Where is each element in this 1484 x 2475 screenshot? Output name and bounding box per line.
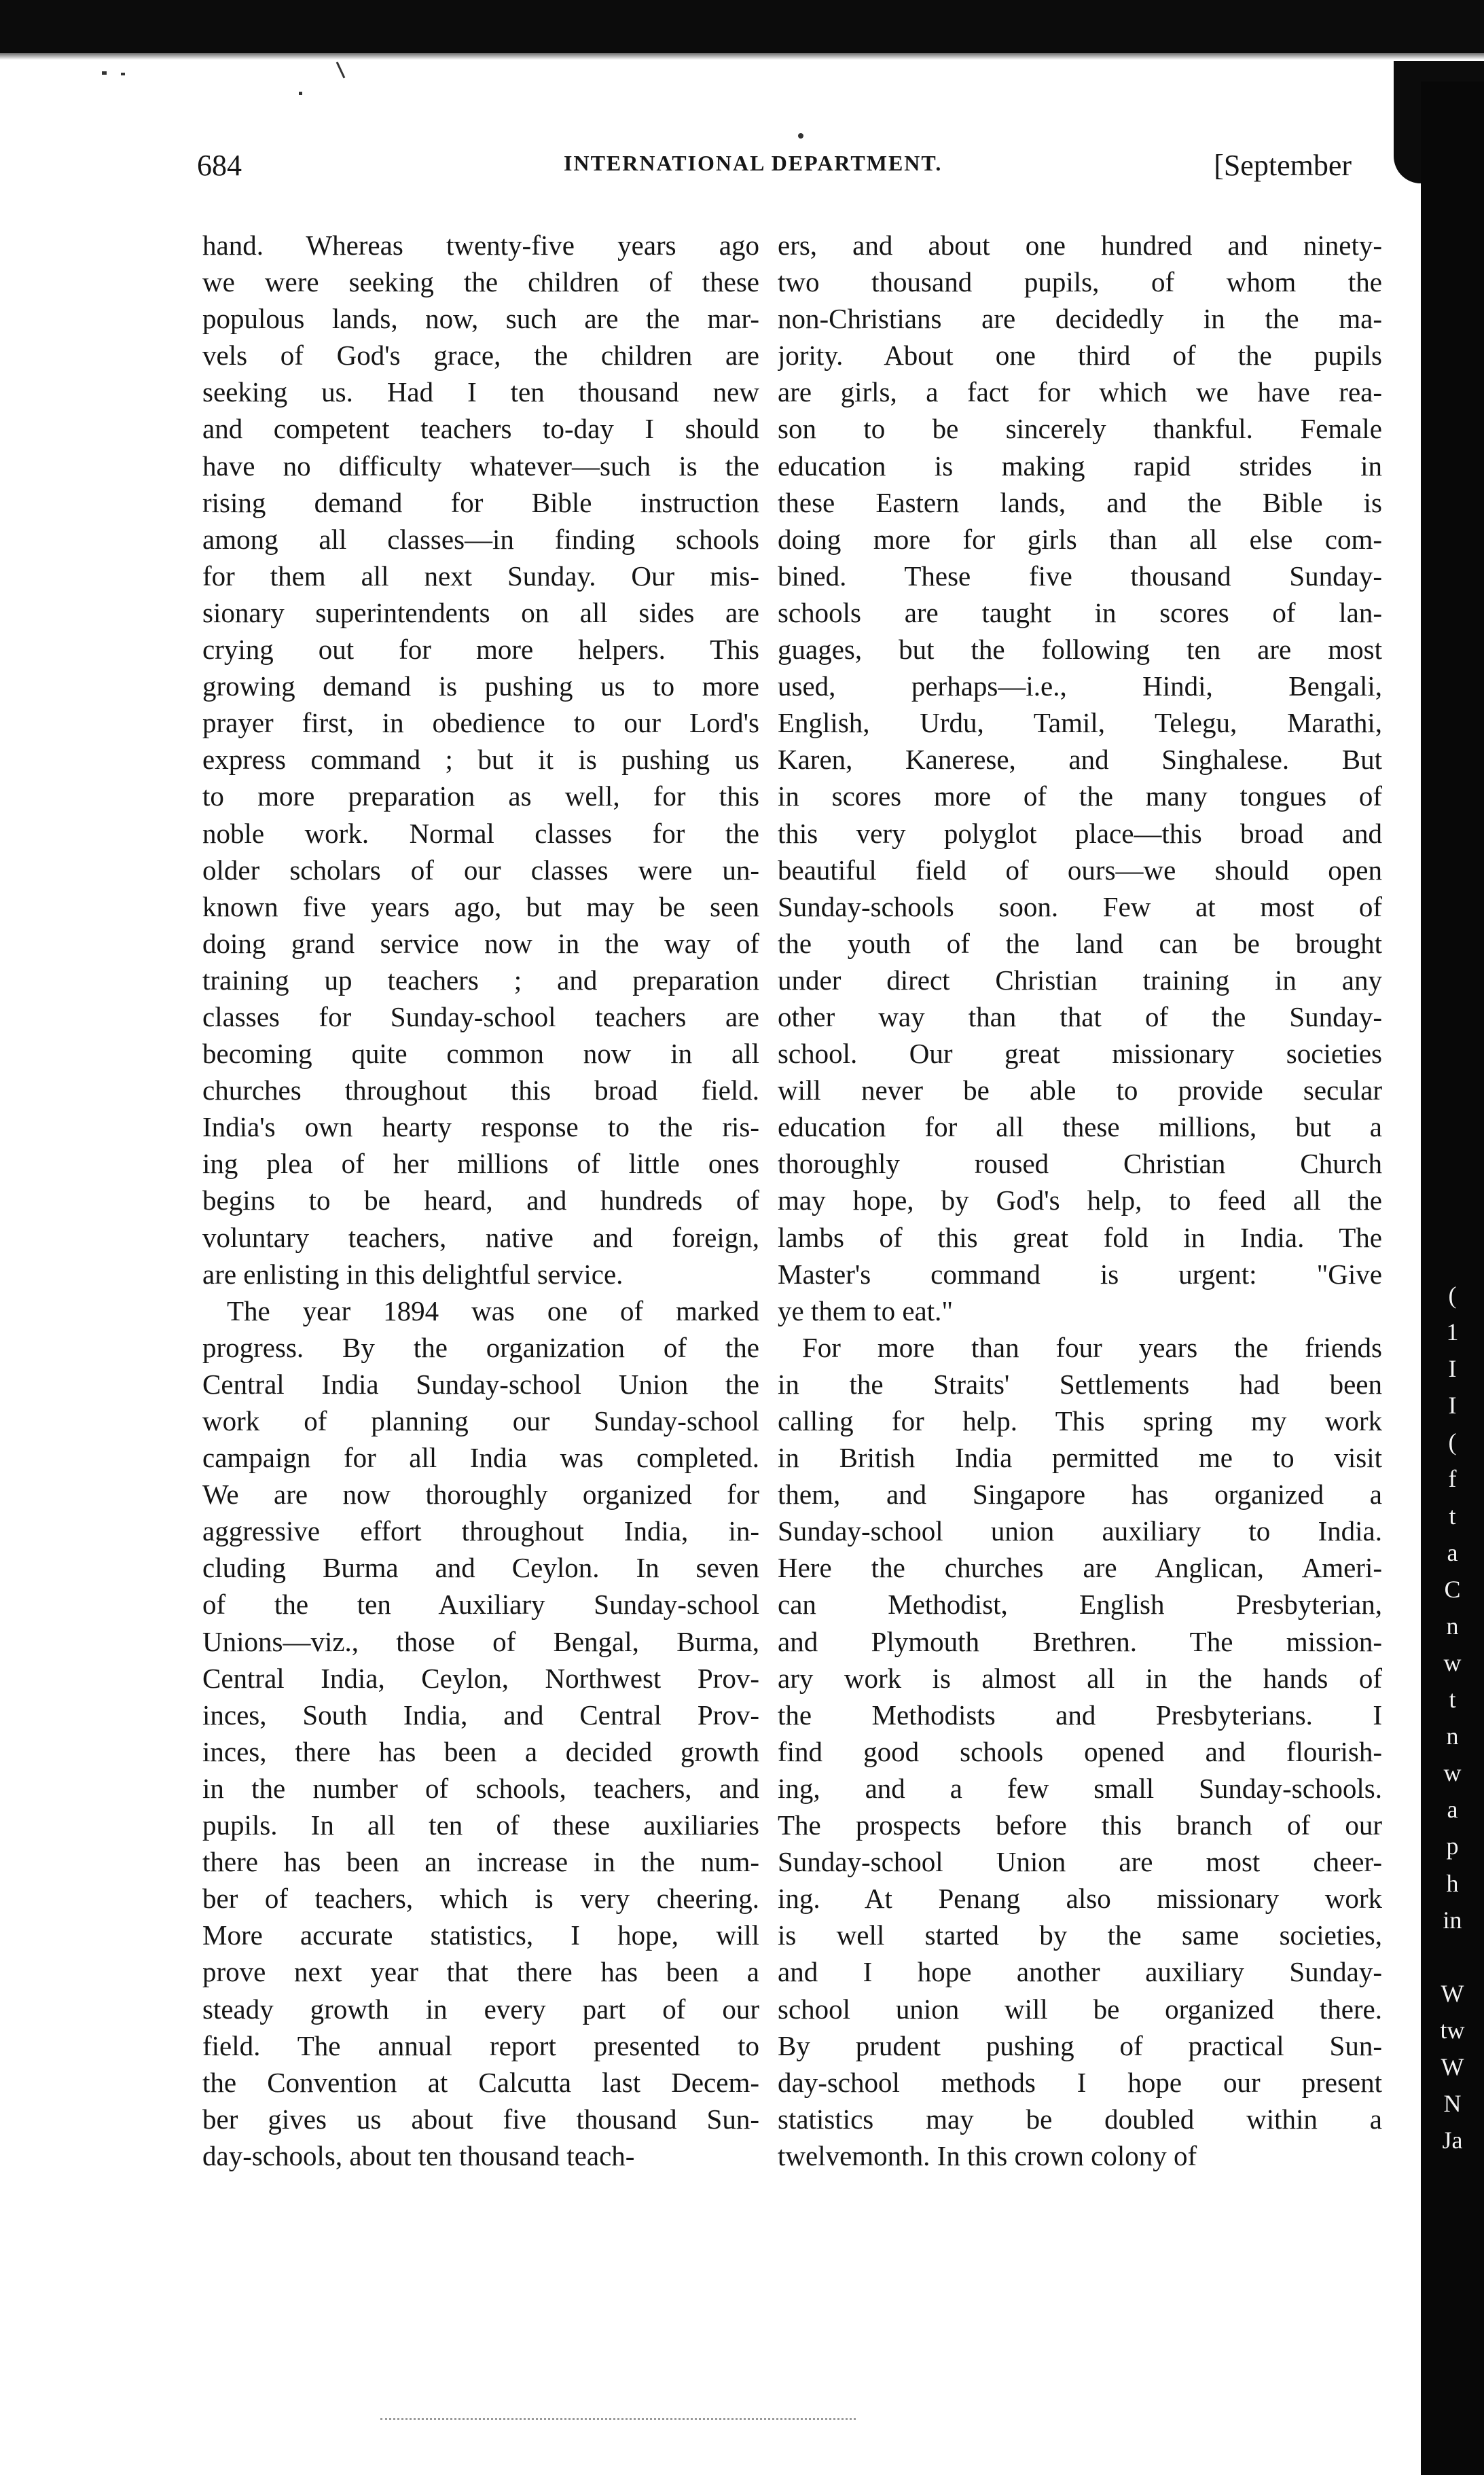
right-column-line: education for all these millions, but a	[778, 1111, 1382, 1143]
right-column-line: find good schools opened and flourish-	[778, 1735, 1382, 1767]
margin-fragment: h	[1446, 1869, 1459, 1897]
left-column-line: sionary superintendents on all sides are	[202, 596, 759, 628]
ink-dot	[798, 133, 803, 139]
left-column-line: express command ; but it is pushing us	[202, 744, 759, 776]
right-column-line: Sunday-school Union are most cheer-	[778, 1846, 1382, 1878]
right-column-line: these Eastern lands, and the Bible is	[778, 486, 1382, 518]
left-column-line: becoming quite common now in all	[202, 1038, 759, 1070]
left-column-line: for them all next Sunday. Our mis-	[202, 560, 759, 592]
right-column-line: may hope, by God's help, to feed all the	[778, 1185, 1382, 1216]
left-column-line: seeking us. Had I ten thousand new	[202, 376, 759, 408]
left-column-line: to more preparation as well, for this	[202, 780, 759, 812]
margin-fragment: in	[1443, 1906, 1462, 1934]
left-column-line: crying out for more helpers. This	[202, 634, 759, 666]
left-column-line: churches throughout this broad field.	[202, 1074, 759, 1106]
left-column-line: More accurate statistics, I hope, will	[202, 1919, 759, 1951]
right-column-line: beautiful field of ours—we should open	[778, 854, 1382, 886]
left-column-line: we were seeking the children of these	[202, 266, 759, 298]
right-column-line: Sunday-school union auxiliary to India.	[778, 1515, 1382, 1547]
margin-fragment: I	[1448, 1355, 1457, 1383]
left-column-line: We are now thoroughly organized for	[202, 1479, 759, 1511]
right-column-line: bined. These five thousand Sunday-	[778, 560, 1382, 592]
page-number: 684	[197, 149, 242, 182]
right-column-line: For more than four years the friends	[802, 1331, 1382, 1363]
right-column-line: calling for help. This spring my work	[778, 1405, 1382, 1437]
right-column-line: son to be sincerely thankful. Female	[778, 413, 1382, 445]
right-column-line: thoroughly roused Christian Church	[778, 1148, 1382, 1180]
right-column-line: statistics may be doubled within a	[778, 2103, 1382, 2135]
left-column-line: rising demand for Bible instruction	[202, 486, 759, 518]
right-column-line: other way than that of the Sunday-	[778, 1000, 1382, 1032]
left-column-line: voluntary teachers, native and foreign,	[202, 1221, 759, 1253]
left-column-line: inces, there has been a decided growth	[202, 1735, 759, 1767]
left-column-line: among all classes—in finding schools	[202, 523, 759, 555]
left-column-line: The year 1894 was one of marked	[227, 1295, 759, 1326]
left-column-line: inces, South India, and Central Prov-	[202, 1699, 759, 1731]
left-column-line: vels of God's grace, the children are	[202, 340, 759, 372]
margin-fragment: a	[1447, 1796, 1458, 1824]
left-column-line: Unions—viz., those of Bengal, Burma,	[202, 1625, 759, 1657]
margin-fragment	[1421, 1938, 1484, 1975]
margin-fragment: (	[1448, 1282, 1457, 1309]
right-column-line: Here the churches are Anglican, Ameri-	[778, 1552, 1382, 1584]
right-column-line: can Methodist, English Presbyterian,	[778, 1589, 1382, 1621]
left-column-line: of the ten Auxiliary Sunday-school	[202, 1589, 759, 1621]
scan-bottom-artifact	[380, 2418, 856, 2420]
margin-fragment: (	[1448, 1428, 1457, 1456]
left-column-line: older scholars of our classes were un-	[202, 854, 759, 886]
right-column-line: the youth of the land can be brought	[778, 927, 1382, 959]
margin-fragment: n	[1446, 1612, 1459, 1640]
margin-fragment: W	[1441, 1979, 1464, 2007]
right-column-line: and I hope another auxiliary Sunday-	[778, 1956, 1382, 1988]
adjacent-page-fragments	[1421, 1277, 1484, 2154]
right-column-line: them, and Singapore has organized a	[778, 1479, 1382, 1511]
left-column-line: day-schools, about ten thousand teach-	[202, 2139, 635, 2171]
right-column-line: ing, and a few small Sunday-schools.	[778, 1772, 1382, 1804]
right-column-line: Sunday-schools soon. Few at most of	[778, 890, 1382, 922]
right-column-line: non-Christians are decidedly in the ma-	[778, 303, 1382, 335]
left-column-line: cluding Burma and Ceylon. In seven	[202, 1552, 759, 1584]
left-column-line: and competent teachers to-day I should	[202, 413, 759, 445]
margin-fragment: t	[1449, 1686, 1456, 1714]
right-column-line: in scores more of the many tongues of	[778, 780, 1382, 812]
left-column-line: India's own hearty response to the ris-	[202, 1111, 759, 1143]
left-column-line: in the number of schools, teachers, and	[202, 1772, 759, 1804]
scan-top-border	[0, 0, 1484, 53]
scan-top-shadow	[0, 53, 1484, 60]
right-column-line: guages, but the following ten are most	[778, 634, 1382, 666]
right-column-line: By prudent pushing of practical Sun-	[778, 2029, 1382, 2061]
right-column-line: lambs of this great fold in India. The	[778, 1221, 1382, 1253]
right-column-line: this very polyglot place—this broad and	[778, 817, 1382, 849]
right-column-line: English, Urdu, Tamil, Telegu, Marathi,	[778, 707, 1382, 739]
right-text-column	[778, 227, 1382, 2174]
right-column-line: school union will be organized there.	[778, 1993, 1382, 2025]
margin-fragment: a	[1447, 1538, 1458, 1566]
left-column-line: hand. Whereas twenty-five years ago	[202, 230, 759, 261]
right-column-line: are girls, a fact for which we have rea-	[778, 376, 1382, 408]
left-column-line: Central India, Ceylon, Northwest Prov-	[202, 1662, 759, 1694]
right-column-line: in the Straits' Settlements had been	[778, 1368, 1382, 1400]
right-column-line: ye them to eat."	[778, 1295, 954, 1326]
right-column-line: jority. About one third of the pupils	[778, 340, 1382, 372]
header-month: [September	[1214, 149, 1352, 182]
right-column-line: The prospects before this branch of our	[778, 1809, 1382, 1841]
left-column-line: Central India Sunday-school Union the	[202, 1368, 759, 1400]
left-column-line: doing grand service now in the way of	[202, 927, 759, 959]
left-column-line: prove next year that there has been a	[202, 1956, 759, 1988]
left-column-line: training up teachers ; and preparation	[202, 964, 759, 996]
margin-fragment: W	[1441, 2053, 1464, 2080]
left-column-line: are enlisting in this delightful service.	[202, 1258, 623, 1290]
left-column-line: the Convention at Calcutta last Decem-	[202, 2066, 759, 2098]
margin-fragment: n	[1446, 1722, 1459, 1750]
right-column-line: ary work is almost all in the hands of	[778, 1662, 1382, 1694]
running-title: INTERNATIONAL DEPARTMENT.	[564, 151, 943, 175]
left-column-line: field. The annual report presented to	[202, 2029, 759, 2061]
left-column-line: ber gives us about five thousand Sun-	[202, 2103, 759, 2135]
right-column-line: school. Our great missionary societies	[778, 1038, 1382, 1070]
left-column-line: begins to be heard, and hundreds of	[202, 1185, 759, 1216]
right-column-line: the Methodists and Presbyterians. I	[778, 1699, 1382, 1731]
margin-fragment: N	[1443, 2090, 1462, 2118]
right-column-line: twelvemonth. In this crown colony of	[778, 2139, 1197, 2171]
left-column-line: known five years ago, but may be seen	[202, 890, 759, 922]
margin-fragment: w	[1443, 1759, 1462, 1787]
right-column-line: education is making rapid strides in	[778, 450, 1382, 482]
right-column-line: ers, and about one hundred and ninety-	[778, 230, 1382, 261]
left-column-line: work of planning our Sunday-school	[202, 1405, 759, 1437]
left-column-line: noble work. Normal classes for the	[202, 817, 759, 849]
right-column-line: day-school methods I hope our present	[778, 2066, 1382, 2098]
left-column-line: ber of teachers, which is very cheering.	[202, 1883, 759, 1915]
right-column-line: doing more for girls than all else com-	[778, 523, 1382, 555]
left-column-line: aggressive effort throughout India, in-	[202, 1515, 759, 1547]
left-column-line: growing demand is pushing us to more	[202, 670, 759, 702]
right-column-line: used, perhaps—i.e., Hindi, Bengali,	[778, 670, 1382, 702]
margin-fragment: 1	[1446, 1318, 1459, 1346]
margin-fragment: p	[1446, 1832, 1459, 1860]
left-column-line: steady growth in every part of our	[202, 1993, 759, 2025]
margin-fragment: I	[1448, 1392, 1457, 1420]
left-column-line: progress. By the organization of the	[202, 1331, 759, 1363]
left-text-column	[202, 227, 759, 2174]
right-column-line: Master's command is urgent: "Give	[778, 1258, 1382, 1290]
right-column-line: schools are taught in scores of lan-	[778, 596, 1382, 628]
left-column-line: populous lands, now, such are the mar-	[202, 303, 759, 335]
right-column-line: under direct Christian training in any	[778, 964, 1382, 996]
right-column-line: two thousand pupils, of whom the	[778, 266, 1382, 298]
right-column-line: and Plymouth Brethren. The mission-	[778, 1625, 1382, 1657]
left-column-line: prayer first, in obedience to our Lord's	[202, 707, 759, 739]
left-column-line: have no difficulty whatever—such is the	[202, 450, 759, 482]
margin-fragment: w	[1443, 1648, 1462, 1676]
margin-fragment: tw	[1440, 2016, 1465, 2044]
right-column-line: Karen, Kanerese, and Singhalese. But	[778, 744, 1382, 776]
margin-fragment: Ja	[1442, 2127, 1463, 2154]
right-column-line: is well started by the same societies,	[778, 1919, 1382, 1951]
running-header	[197, 148, 1352, 189]
right-column-line: ing. At Penang also missionary work	[778, 1883, 1382, 1915]
left-column-line: ing plea of her millions of little ones	[202, 1148, 759, 1180]
right-column-line: in British India permitted me to visit	[778, 1442, 1382, 1474]
right-column-line: will never be able to provide secular	[778, 1074, 1382, 1106]
left-column-line: campaign for all India was completed.	[202, 1442, 759, 1474]
left-column-line: classes for Sunday-school teachers are	[202, 1000, 759, 1032]
left-column-line: pupils. In all ten of these auxiliaries	[202, 1809, 759, 1841]
margin-fragment: f	[1448, 1465, 1457, 1493]
scan-specks	[88, 65, 292, 105]
margin-fragment: t	[1449, 1502, 1456, 1530]
left-column-line: there has been an increase in the num-	[202, 1846, 759, 1878]
margin-fragment: C	[1444, 1575, 1461, 1603]
